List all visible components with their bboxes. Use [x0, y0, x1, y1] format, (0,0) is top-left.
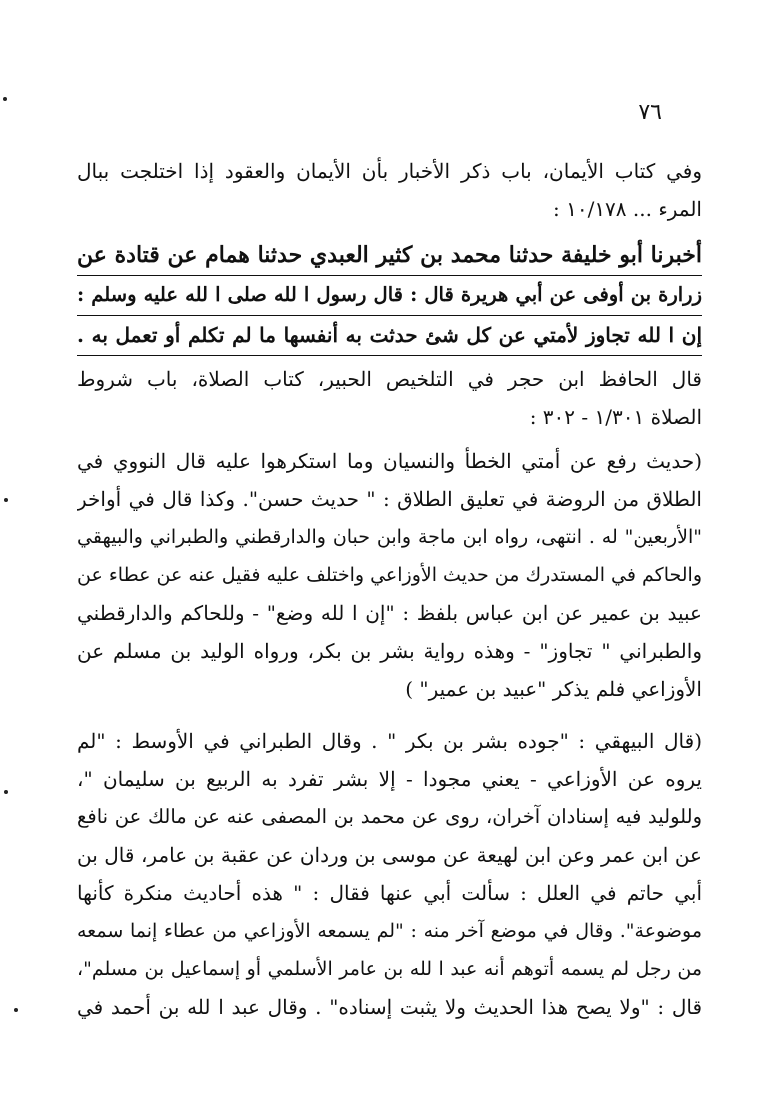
text-line: والطبراني " تجاوز" - وهذه رواية بشر بن بكر، ورواه الوليد بن مسلم عن [77, 639, 702, 663]
text-line: والحاكم في المستدرك من حديث الأوزاعي واختلف عليه فقيل عنه عن عطاء عن [77, 564, 702, 586]
scan-speck [3, 97, 7, 101]
text-line: وللوليد فيه إسنادان آخران، روى عن محمد بن المصفى عنه عن مالك عن نافع [77, 805, 702, 828]
scan-speck [4, 790, 8, 794]
text-line: المرء ... ١٠/١٧٨ : [552, 197, 702, 221]
text-line: "الأربعين" له . انتهى، رواه ابن ماجة وابن حبان والدارقطني والطبراني والبيهقي [77, 526, 702, 548]
text-line: عبيد بن عمير عن ابن عباس بلفظ : "إن ا لله وضع" - وللحاكم والدارقطني [77, 601, 702, 625]
page-number: ٧٦ [638, 100, 662, 125]
hadith-line: أخبرنا أبو خليفة حدثنا محمد بن كثير العبدي حدثنا همام عن قتادة عن [77, 236, 702, 276]
text-line: من رجل لم يسمه أتوهم أنه عبد ا لله بن عامر الأسلمي أو إسماعيل بن مسلم"، [77, 958, 702, 980]
hadith-line: إن ا لله تجاوز لأمتي عن كل شئ حدثت به أنفسها ما لم تكلم أو تعمل به . [77, 316, 702, 356]
text-line: موضوعة". وقال في موضع آخر منه : "لم يسمعه الأوزاعي من عطاء إنما سمعه [77, 920, 702, 942]
text-line: (حديث رفع عن أمتي الخطأ والنسيان وما استكرهوا عليه قال النووي في [77, 449, 702, 473]
commentary-paragraph-2 [77, 722, 702, 1026]
text-line: قال الحافظ ابن حجر في التلخيص الحبير، كتاب الصلاة، باب شروط [77, 367, 702, 391]
hadith-line: زرارة بن أوفى عن أبي هريرة قال : قال رسول ا لله صلى ا لله عليه وسلم : [77, 276, 702, 316]
text-line: الأوزاعي فلم يذكر "عبيد بن عمير" ) [405, 677, 702, 701]
text-line: الصلاة ١/٣٠١ - ٣٠٢ : [529, 405, 702, 429]
commentary-paragraph-1 [77, 442, 702, 708]
text-line: يروه عن الأوزاعي - يعني مجودا - إلا بشر تفرد به الربيع بن سليمان "، [77, 767, 702, 791]
hadith-text [77, 236, 702, 356]
scan-speck [14, 1008, 18, 1012]
text-line: عن ابن عمر وعن ابن لهيعة عن موسى بن وردان عن عقبة بن عامر، قال بن [77, 843, 702, 867]
text-line: وفي كتاب الأيمان، باب ذكر الأخبار بأن الأيمان والعقود إذا اختلجت ببال [77, 159, 702, 183]
text-line: الطلاق من الروضة في تعليق الطلاق : " حديث حسن". وكذا قال في أواخر [77, 487, 702, 511]
text-line: (قال البيهقي : "جوده بشر بن بكر " . وقال الطبراني في الأوسط : "لم [77, 729, 702, 753]
scan-speck [4, 498, 8, 502]
reference-paragraph-1 [77, 152, 702, 228]
text-line: قال : "ولا يصح هذا الحديث ولا يثبت إسناده" . وقال عبد ا لله بن أحمد في [77, 995, 702, 1019]
reference-paragraph-2 [77, 360, 702, 436]
text-line: أبي حاتم في العلل : سألت أبي عنها فقال : " هذه أحاديث منكرة كأنها [77, 881, 702, 905]
